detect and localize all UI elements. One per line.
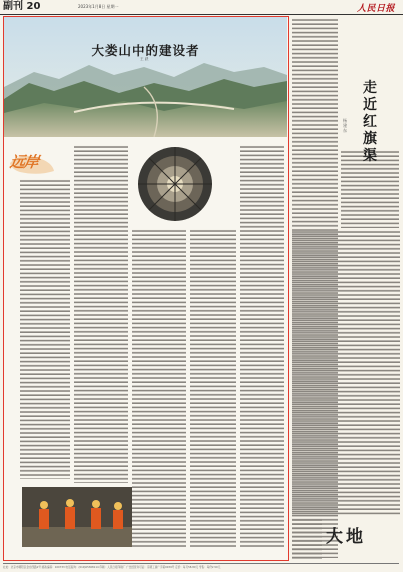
- publisher-info: 社址：北京市朝阳区金台西路2号 邮政编码：100733 电话查询：(010)65368114 印刷：人民日报印刷厂 广告经营许可证：京朝工商广字第0039号 定价：每月58.80元 零售：每份2.50元: [3, 566, 221, 569]
- workers-image: [22, 487, 132, 547]
- text-lines: [292, 230, 400, 516]
- tunnel-photo: [134, 145, 216, 223]
- article-column-1: [20, 179, 70, 479]
- column-tag: 大地: [326, 527, 366, 547]
- article-column-3: [132, 229, 186, 549]
- article-title: 大娄山中的建设者: [91, 43, 200, 58]
- series-stamp: [8, 149, 56, 177]
- text-lines: [74, 145, 128, 483]
- article-column-5: [240, 145, 284, 549]
- sidebar-title[interactable]: 走近红旗渠: [363, 80, 377, 164]
- sidebar-body-text: [292, 230, 400, 516]
- issue-date: 2023年1月8日 星期一: [78, 4, 119, 9]
- workers-photo: [22, 487, 132, 547]
- text-lines: [190, 229, 236, 549]
- newspaper-logo: 人民日报: [356, 4, 395, 14]
- featured-article[interactable]: [3, 16, 289, 561]
- text-lines: [20, 179, 70, 479]
- tunnel-construction-image: [134, 145, 216, 223]
- article-column-2: [74, 145, 128, 483]
- text-lines: [132, 229, 186, 549]
- article-column-4: [190, 229, 236, 549]
- section-label: 副刊 20: [3, 1, 41, 12]
- series-tag: 远岸: [8, 153, 40, 171]
- sidebar-author: 杨 建 东: [343, 118, 347, 133]
- article-byline: 王 跃: [140, 57, 149, 61]
- text-lines: [292, 518, 322, 560]
- sidebar-column-3: [292, 518, 322, 560]
- mountain-landscape-image: [4, 17, 287, 137]
- text-lines: [240, 145, 284, 549]
- page-footer: [3, 563, 399, 572]
- hero-illustration: [4, 17, 287, 137]
- page-masthead: [0, 0, 403, 15]
